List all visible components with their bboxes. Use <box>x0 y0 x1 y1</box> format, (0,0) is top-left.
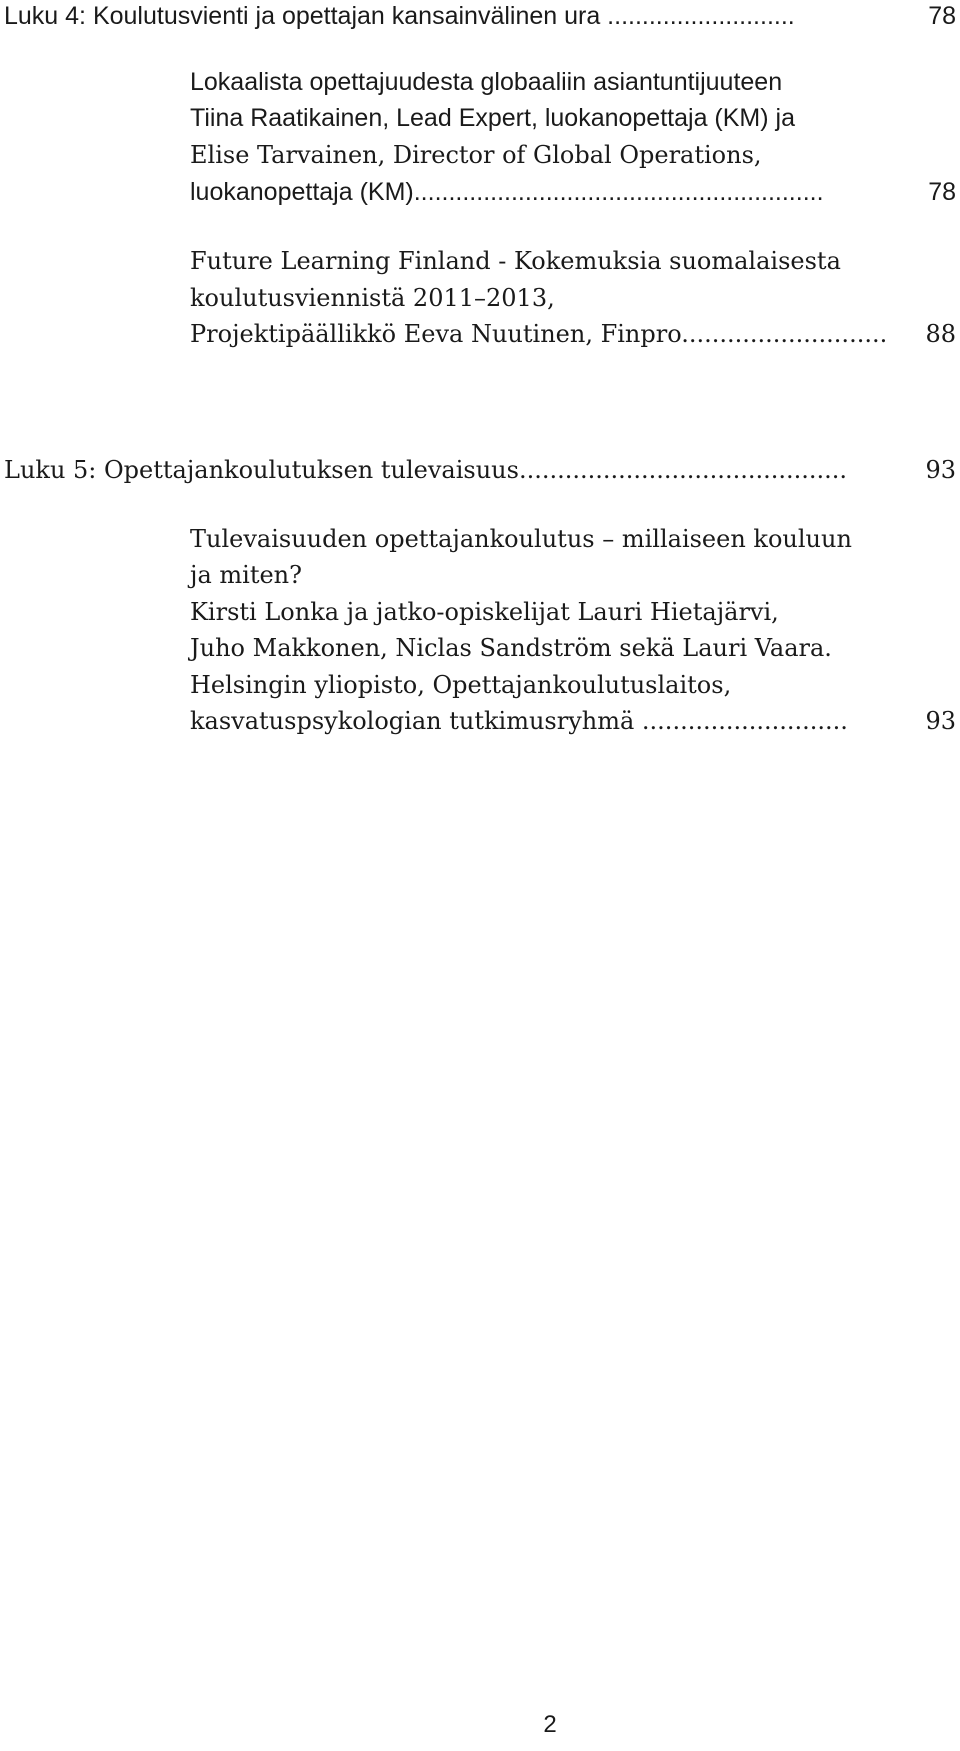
toc-entry-2-text: koulutusviennistä 2011–2013, <box>190 280 555 316</box>
toc-entry-3-line-6 <box>190 703 956 739</box>
toc-entry-1-text: Elise Tarvainen, Director of Global Operations, <box>190 137 762 173</box>
toc-entry-3-text: Tulevaisuuden opettajankoulutus – millaiseen kouluun <box>190 521 852 557</box>
toc-entry-1-text: Tiina Raatikainen, Lead Expert, luokanopettaja (KM) ja <box>190 100 795 136</box>
toc-entry-2-line-1 <box>190 243 956 279</box>
toc-entry-2-page: 88 <box>925 320 956 348</box>
toc-entry-3-line-3 <box>190 594 956 630</box>
toc-chapter-5-page: 93 <box>925 456 956 484</box>
toc-entry-3-page: 93 <box>925 707 956 735</box>
toc-entry-3-line-2 <box>190 557 956 593</box>
toc-entry-1-text: Lokaalista opettajuudesta globaaliin asiantuntijuuteen <box>190 64 782 100</box>
toc-entry-1-line-4 <box>190 174 956 210</box>
toc-entry-3-text: Juho Makkonen, Niclas Sandström sekä Lauri Vaara. <box>190 630 832 666</box>
toc-entry-3-text: Kirsti Lonka ja jatko-opiskelijat Lauri Hietajärvi, <box>190 594 779 630</box>
toc-entry-3-line-4 <box>190 630 956 666</box>
toc-chapter-4 <box>4 0 956 34</box>
toc-entry-1-line-1 <box>190 64 956 100</box>
toc-entry-3-text: kasvatuspsykologian tutkimusryhmä ........................... <box>190 703 848 739</box>
toc-entry-3-text: Helsingin yliopisto, Opettajankoulutuslaitos, <box>190 667 731 703</box>
toc-entry-2-text: Future Learning Finland - Kokemuksia suomalaisesta <box>190 243 841 279</box>
toc-chapter-4-page: 78 <box>928 2 956 30</box>
toc-entry-2-line-3 <box>190 316 956 352</box>
toc-entry-3-line-1 <box>190 521 956 557</box>
toc-chapter-5-title: Luku 5: Opettajankoulutuksen tulevaisuus........................................... <box>4 452 847 488</box>
toc-chapter-5 <box>4 452 956 488</box>
toc-entry-1-line-2 <box>190 100 956 136</box>
toc-entry-2-text: Projektipäällikkö Eeva Nuutinen, Finpro........................... <box>190 316 887 352</box>
toc-entry-3-text: ja miten? <box>190 557 302 593</box>
toc-entry-1-page: 78 <box>928 178 956 206</box>
page-number: 2 <box>543 1711 557 1738</box>
toc-entry-1-text: luokanopettaja (KM)........................................................... <box>190 174 824 210</box>
toc-entry-1-line-3 <box>190 137 956 173</box>
toc-entry-3-line-5 <box>190 667 956 703</box>
toc-chapter-4-title: Luku 4: Koulutusvienti ja opettajan kansainvälinen ura ........................... <box>4 0 795 34</box>
toc-entry-2-line-2 <box>190 280 956 316</box>
